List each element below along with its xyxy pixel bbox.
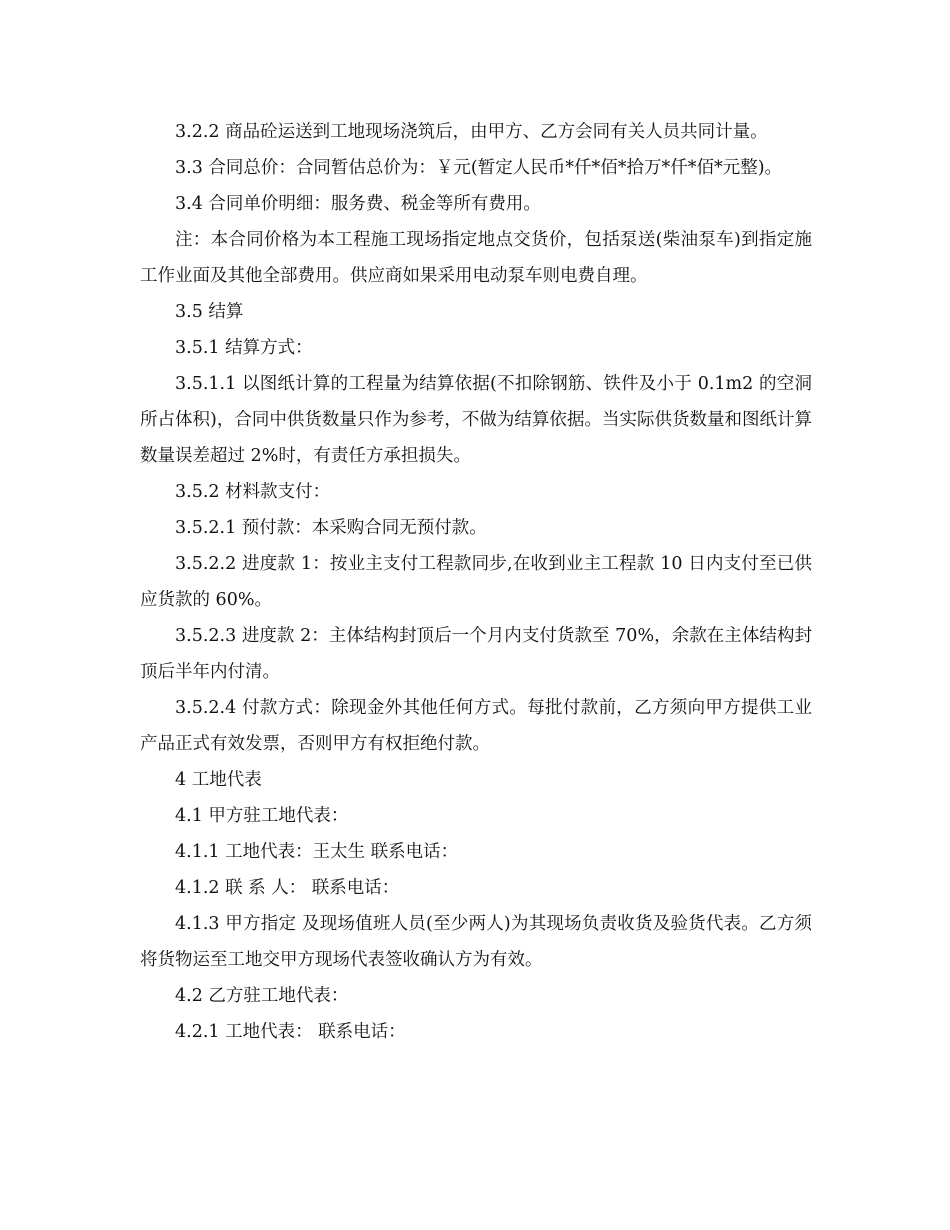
- note-paragraph: 注：本合同价格为本工程施工现场指定地点交货价，包括泵送(柴油泵车)到指定施工作业面及其他全部费用。供应商如果采用电动泵车则电费自理。: [140, 230, 812, 286]
- clause-3-5-1: 3.5.1 结算方式：: [175, 338, 313, 358]
- clause-3-2-2: 3.2.2 商品砼运送到工地现场浇筑后，由甲方、乙方会同有关人员共同计量。: [175, 122, 768, 142]
- clause-4-2-1: 4.2.1 工地代表： 联系电话：: [175, 1022, 406, 1042]
- clause-3-5-2-2: 3.5.2.2 进度款 1：按业主支付工程款同步,在收到业主工程款 10 日内支付至已供应货款的 60%。: [140, 554, 812, 610]
- clause-4-1-1: 4.1.1 工地代表：王太生 联系电话：: [175, 842, 459, 862]
- clause-4-1: 4.1 甲方驻工地代表：: [175, 806, 349, 826]
- clause-4-2: 4.2 乙方驻工地代表：: [175, 986, 349, 1006]
- clause-3-5-settlement: 3.5 结算: [175, 302, 244, 322]
- contract-body: [140, 114, 812, 1050]
- clause-3-5-1-1: 3.5.1.1 以图纸计算的工程量为结算依据(不扣除钢筋、铁件及小于 0.1m2 的空洞所占体积)，合同中供货数量只作为参考，不做为结算依据。当实际供货数量和图纸计算数量误差超过 2%时，有责任方承担损失。: [140, 374, 812, 466]
- clause-3-4-unit-price: 3.4 合同单价明细：服务费、税金等所有费用。: [175, 194, 541, 214]
- clause-4-1-3: 4.1.3 甲方指定 及现场值班人员(至少两人)为其现场负责收货及验货代表。乙方须将货物运至工地交甲方现场代表签收确认方为有效。: [140, 914, 812, 970]
- clause-3-5-2: 3.5.2 材料款支付：: [175, 482, 331, 502]
- clause-4-1-2: 4.1.2 联 系 人： 联系电话：: [175, 878, 400, 898]
- clause-3-3-total-price: 3.3 合同总价：合同暂估总价为：￥元(暂定人民币*仟*佰*拾万*仟*佰*元整)。: [175, 158, 783, 178]
- clause-3-5-2-3: 3.5.2.3 进度款 2：主体结构封顶后一个月内支付货款至 70%，余款在主体结构封顶后半年内付清。: [140, 626, 812, 682]
- clause-3-5-2-4: 3.5.2.4 付款方式：除现金外其他任何方式。每批付款前，乙方须向甲方提供工业产品正式有效发票，否则甲方有权拒绝付款。: [140, 698, 812, 754]
- section-4-heading: 4 工地代表: [175, 770, 262, 790]
- clause-3-5-2-1: 3.5.2.1 预付款：本采购合同无预付款。: [175, 518, 487, 538]
